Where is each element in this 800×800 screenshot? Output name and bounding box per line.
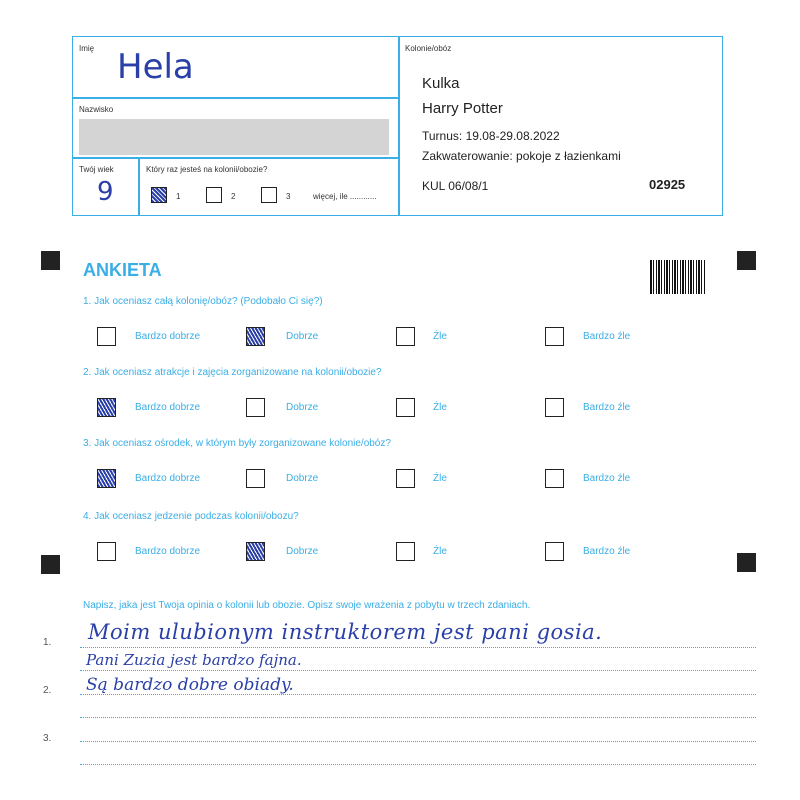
kolonia-code: KUL 06/08/1 [422,179,489,193]
question-2-option-3-checkbox[interactable] [396,398,415,417]
ktory-raz-option-more: więcej, ile ............ [313,192,377,201]
line-number-2: 2. [43,685,52,696]
ktory-raz-checkbox-1[interactable] [151,187,167,203]
ktory-raz-option-2: 2 [231,192,236,201]
question-1-option-1-label: Bardzo dobrze [135,331,201,342]
question-2-option-1-checkbox[interactable] [97,398,116,417]
question-4-option-3-label: Źle [433,546,447,557]
header-box [72,36,723,216]
registration-marker-bottom-right [737,553,756,572]
writing-line [80,764,756,765]
writing-line [80,717,756,718]
question-3-option-3-checkbox[interactable] [396,469,415,488]
question-2-option-2-checkbox[interactable] [246,398,265,417]
ktory-raz-checkbox-2[interactable] [206,187,222,203]
kolonia-label: Kolonie/obóz [405,44,452,53]
handwritten-sentence-3[interactable]: Są bardzo dobre obiady. [86,675,294,695]
writing-line [80,741,756,742]
question-1-text: 1. Jak oceniasz całą kolonię/obóz? (Podobało Ci się?) [83,296,323,307]
question-4-text: 4. Jak oceniasz jedzenie podczas kolonii/obozu? [83,511,299,522]
ktory-raz-label: Który raz jesteś na kolonii/obozie? [146,165,268,174]
question-4-option-2-checkbox[interactable] [246,542,265,561]
nazwisko-redacted [79,119,389,155]
kolonia-theme: Harry Potter [422,100,503,117]
turnus: Turnus: 19.08-29.08.2022 [422,129,560,143]
imie-label: Imię [79,44,95,53]
form-number: 02925 [649,177,686,192]
survey-title: ANKIETA [83,260,162,280]
question-3-option-2-checkbox[interactable] [246,469,265,488]
ktory-raz-option-3: 3 [286,192,291,201]
question-1-option-2-checkbox[interactable] [246,327,265,346]
question-1-option-3-checkbox[interactable] [396,327,415,346]
question-1-option-4-label: Bardzo źle [583,331,631,342]
question-3-option-1-checkbox[interactable] [97,469,116,488]
question-1-option-3-label: Źle [433,331,447,342]
question-2-text: 2. Jak oceniasz atrakcje i zajęcia zorganizowane na kolonii/obozie? [83,367,382,378]
wiek-label: Twój wiek [79,165,114,174]
opinion-instruction: Napisz, jaka jest Twoja opinia o kolonii lub obozie. Opisz swoje wrażenia z pobytu w trzech zdaniach. [83,600,531,611]
ktory-raz-option-1: 1 [176,192,181,201]
imie-value[interactable]: Hela [117,47,194,87]
question-3-option-1-label: Bardzo dobrze [135,473,201,484]
question-2-option-2-label: Dobrze [286,402,319,413]
line-number-3: 3. [43,733,52,744]
question-4-option-3-checkbox[interactable] [396,542,415,561]
question-4-option-2-label: Dobrze [286,546,319,557]
question-3-option-4-checkbox[interactable] [545,469,564,488]
writing-line [80,647,756,648]
question-4-option-1-checkbox[interactable] [97,542,116,561]
question-3-option-2-label: Dobrze [286,473,319,484]
question-1-option-2-label: Dobrze [286,331,319,342]
question-1-option-4-checkbox[interactable] [545,327,564,346]
writing-line [80,670,756,671]
line-number-1: 1. [43,637,52,648]
question-2-option-1-label: Bardzo dobrze [135,402,201,413]
question-4-option-4-label: Bardzo źle [583,546,631,557]
handwritten-sentence-2[interactable]: Pani Zuzia jest bardzo fajna. [86,651,302,669]
question-2-option-4-checkbox[interactable] [545,398,564,417]
zakwaterowanie: Zakwaterowanie: pokoje z łazienkami [422,149,621,163]
kolonia-name: Kulka [422,75,460,92]
question-1-option-1-checkbox[interactable] [97,327,116,346]
question-4-option-1-label: Bardzo dobrze [135,546,201,557]
registration-marker-top-right [737,251,756,270]
question-3-text: 3. Jak oceniasz ośrodek, w którym były zorganizowane kolonie/obóz? [83,438,391,449]
question-3-option-3-label: Źle [433,473,447,484]
barcode [650,260,705,294]
question-2-option-3-label: Źle [433,402,447,413]
question-4-option-4-checkbox[interactable] [545,542,564,561]
wiek-value[interactable]: 9 [97,177,114,207]
question-3-option-4-label: Bardzo źle [583,473,631,484]
nazwisko-label: Nazwisko [79,105,114,114]
ktory-raz-checkbox-3[interactable] [261,187,277,203]
registration-marker-top-left [41,251,60,270]
handwritten-sentence-1[interactable]: Moim ulubionym instruktorem jest pani gosia. [88,620,603,644]
question-2-option-4-label: Bardzo źle [583,402,631,413]
registration-marker-bottom-left [41,555,60,574]
